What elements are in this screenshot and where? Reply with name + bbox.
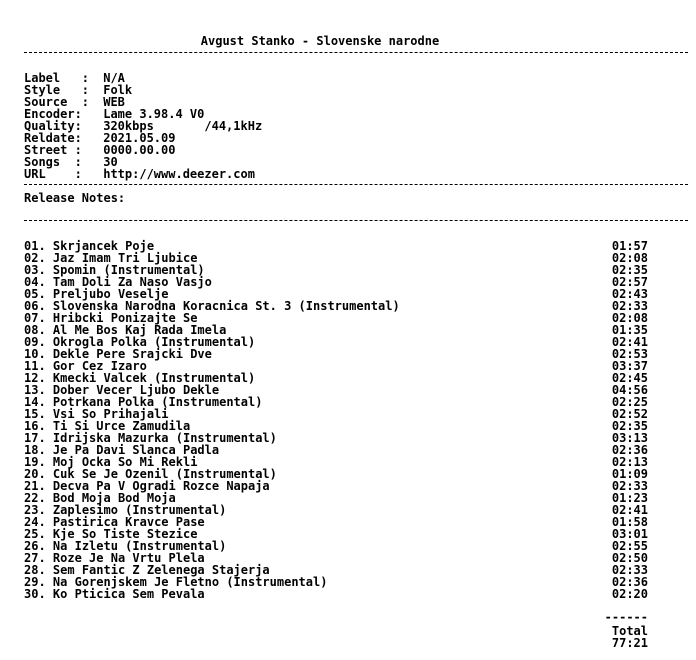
metadata-key: Source : [24,95,90,109]
track-number: 30. [24,587,46,601]
track-duration: 02:25 [611,395,648,409]
track-title: Kje So Tiste Stezice [52,527,198,541]
metadata-key: Encoder: [24,107,82,121]
track-title: Al Me Bos Kaj Rada Imela [52,323,227,337]
track-duration: 02:52 [611,407,648,421]
track-duration: 02:35 [611,263,648,277]
total-label: Total [611,624,648,638]
divider [24,52,688,53]
track-title: Kmecki Valcek (Instrumental) [52,371,256,385]
track-title: Jaz Imam Tri Ljubice [52,251,198,265]
track-title: Roze Je Na Vrtu Plela [52,551,205,565]
metadata-value: 320kbps /44,1kHz [103,119,263,133]
track-number: 17. [24,431,46,445]
track-title: Sem Fantic Z Zelenega Stajerja [52,563,270,577]
track-title: Vsi So Prihajali [52,407,169,421]
track-duration: 02:45 [611,371,648,385]
metadata-key: Style : [24,83,90,97]
track-title: Dekle Pere Srajcki Dve [52,347,212,361]
track-duration: 02:36 [611,443,648,457]
track-title: Je Pa Davi Slanca Padla [52,443,220,457]
track-number: 19. [24,455,46,469]
track-number: 20. [24,467,46,481]
track-number: 23. [24,503,46,517]
track-duration: 02:55 [611,539,648,553]
track-duration: 02:53 [611,347,648,361]
track-number: 22. [24,491,46,505]
track-number: 11. [24,359,46,373]
track-number: 26. [24,539,46,553]
track-number: 21. [24,479,46,493]
track-title: Decva Pa V Ogradi Rozce Napaja [52,479,270,493]
track-number: 16. [24,419,46,433]
track-number: 18. [24,443,46,457]
divider [24,220,688,221]
track-number: 24. [24,515,46,529]
metadata-key: Reldate: [24,131,82,145]
track-number: 14. [24,395,46,409]
track-title: Potrkana Polka (Instrumental) [52,395,263,409]
track-title: Ti Si Urce Zamudila [52,419,191,433]
track-duration: 01:09 [611,467,648,481]
metadata-value: WEB [103,95,125,109]
track-title: Spomin (Instrumental) [52,263,205,277]
track-duration: 01:23 [611,491,648,505]
metadata-key: Quality: [24,119,82,133]
track-number: 05. [24,287,46,301]
page-title: Avgust Stanko - Slovenske narodne [200,34,440,48]
metadata-value: 30 [103,155,118,169]
track-duration: 02:08 [611,311,648,325]
track-title: Bod Moja Bod Moja [52,491,176,505]
metadata-key: Label : [24,71,90,85]
track-duration: 03:13 [611,431,648,445]
track-number: 08. [24,323,46,337]
track-duration: 01:35 [611,323,648,337]
track-number: 12. [24,371,46,385]
track-title: Na Izletu (Instrumental) [52,539,227,553]
track-row [24,588,648,600]
track-number: 07. [24,311,46,325]
track-number: 03. [24,263,46,277]
track-title: Na Gorenjskem Je Fletno (Instrumental) [52,575,328,589]
metadata-value: N/A [103,71,125,85]
track-title: Moj Ocka So Mi Rekli [52,455,198,469]
metadata-value: Folk [103,83,133,97]
metadata-value: http://www.deezer.com [103,167,255,181]
track-title: Pastirica Kravce Pase [52,515,205,529]
metadata-key: Songs : [24,155,82,169]
track-duration: 02:50 [611,551,648,565]
metadata-row [24,168,255,180]
metadata-value: Lame 3.98.4 V0 [103,107,205,121]
track-number: 02. [24,251,46,265]
track-duration: 01:57 [611,239,648,253]
track-duration: 02:41 [611,335,648,349]
track-duration: 02:33 [611,563,648,577]
track-duration: 02:33 [611,299,648,313]
track-number: 25. [24,527,46,541]
track-number: 09. [24,335,46,349]
track-duration: 04:56 [611,383,648,397]
total-value: 77:21 [611,636,648,650]
track-number: 28. [24,563,46,577]
track-duration: 02:41 [611,503,648,517]
total-rule: ------ [604,610,648,624]
track-number: 01. [24,239,46,253]
track-title: Cuk Se Je Ozenil (Instrumental) [52,467,277,481]
track-duration: 02:36 [611,575,648,589]
track-duration: 02:33 [611,479,648,493]
track-duration: 02:35 [611,419,648,433]
track-title: Gor Cez Izaro [52,359,147,373]
track-duration: 02:08 [611,251,648,265]
release-notes-label: Release Notes: [24,191,126,205]
track-title: Slovenska Narodna Koracnica St. 3 (Instrumental) [52,299,400,313]
track-title: Skrjancek Poje [52,239,155,253]
track-duration: 03:37 [611,359,648,373]
track-title: Dober Vecer Ljubo Dekle [52,383,220,397]
metadata-key: URL : [24,167,82,181]
track-title: Tam Doli Za Naso Vasjo [52,275,212,289]
metadata-value: 2021.05.09 [103,131,176,145]
track-number: 06. [24,299,46,313]
track-duration: 02:13 [611,455,648,469]
track-number: 15. [24,407,46,421]
track-title: Hribcki Ponizajte Se [52,311,198,325]
track-number: 04. [24,275,46,289]
track-duration: 01:58 [611,515,648,529]
track-title: Ko Pticica Sem Pevala [52,587,205,601]
metadata-value: 0000.00.00 [103,143,176,157]
track-number: 13. [24,383,46,397]
metadata-key: Street : [24,143,82,157]
track-title: Preljubo Veselje [52,287,169,301]
track-duration: 02:43 [611,287,648,301]
track-number: 10. [24,347,46,361]
track-title: Zaplesimo (Instrumental) [52,503,227,517]
track-duration: 02:20 [611,587,648,601]
divider [24,184,688,185]
track-title: Okrogla Polka (Instrumental) [52,335,256,349]
track-number: 27. [24,551,46,565]
track-duration: 03:01 [611,527,648,541]
track-title: Idrijska Mazurka (Instrumental) [52,431,277,445]
track-duration: 02:57 [611,275,648,289]
track-number: 29. [24,575,46,589]
